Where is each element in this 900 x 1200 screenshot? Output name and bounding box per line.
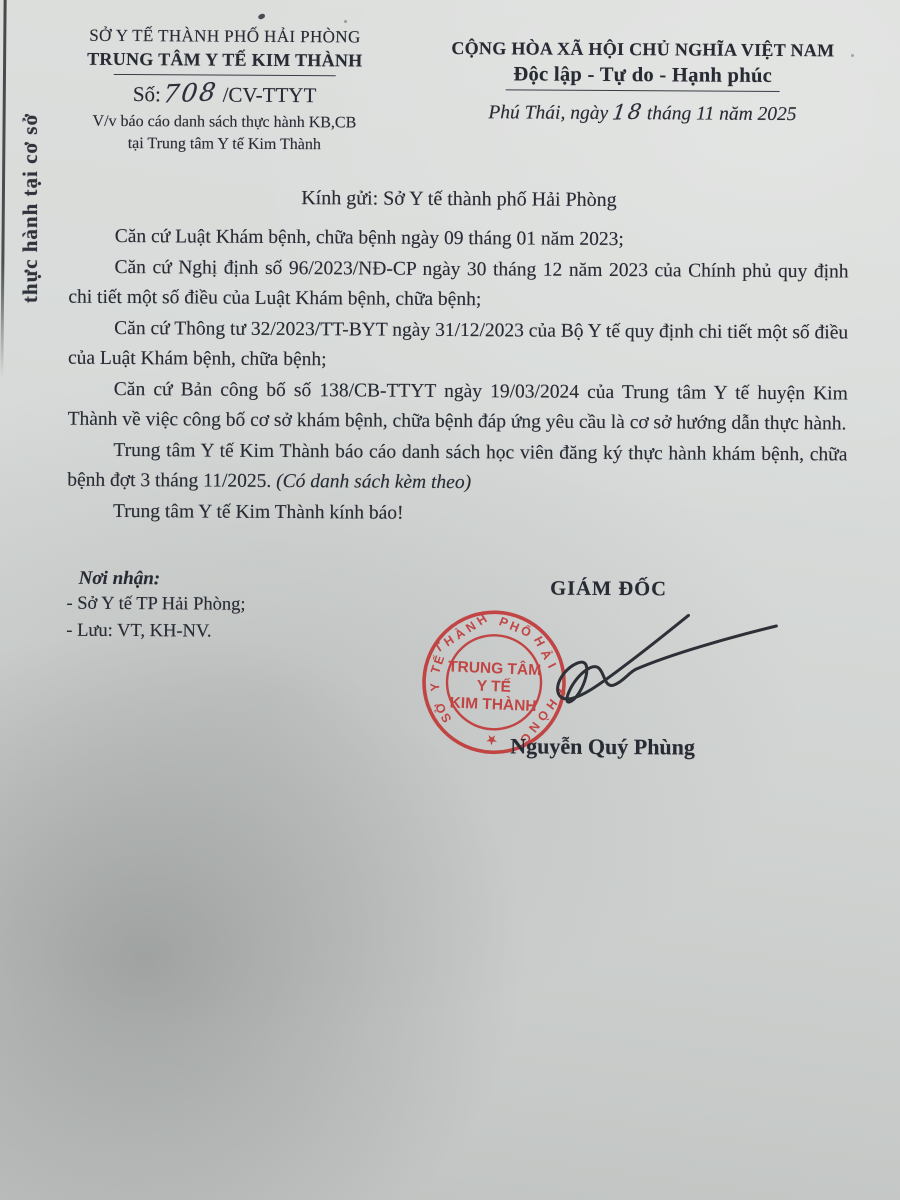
- stamp-center-line-1: TRUNG TÂM: [447, 658, 542, 680]
- paragraph-legal-basis-4: Căn cứ Bản công bố số 138/CB-TTYT ngày 19/03/2024 của Trung tâm Y tế huyện Kim Thành về việc công bố cơ sở khám bệnh, chữa bệnh đáp ứng yêu cầu là cơ sở hướng dẫn thực hành.: [67, 378, 848, 435]
- stamp-center-line-2: Y TẾ: [476, 677, 512, 696]
- recipients-title: Nơi nhận:: [78, 567, 161, 590]
- paragraph-closing: Trung tâm Y tế Kim Thành kính báo!: [113, 500, 404, 524]
- letter-body: [67, 222, 849, 532]
- signature: [518, 588, 799, 730]
- issuer-underline: [114, 74, 336, 76]
- issuer-organization: TRUNG TÂM Y TẾ KIM THÀNH: [87, 48, 363, 71]
- subject-line-2: tại Trung tâm Y tế Kim Thành: [127, 135, 321, 154]
- national-motto: Độc lập - Tự do - Hạnh phúc: [505, 61, 780, 92]
- place-date-line: [403, 99, 881, 127]
- salutation: Kính gửi: Sở Y tế thành phố Hải Phòng: [301, 187, 617, 212]
- place-date-suffix: tháng 11 năm 2025: [646, 103, 797, 126]
- paragraph-legal-basis-1: Căn cứ Luật Khám bệnh, chữa bệnh ngày 09 tháng 01 năm 2023;: [114, 225, 624, 251]
- ref-suffix: /CV-TTYT: [222, 82, 317, 108]
- paragraph-report-main: Trung tâm Y tế Kim Thành báo cáo danh sách học viên đăng ký thực hành khám bệnh, chữa bệnh đợt 3 tháng 11/2025.: [67, 439, 848, 492]
- signer-title: GIÁM ĐỐC: [550, 577, 668, 601]
- ref-number-handwritten: 708: [161, 77, 220, 109]
- signer-name: Nguyễn Quý Phùng: [510, 733, 696, 760]
- stamp-center-line-3: KIM THÀNH: [449, 694, 537, 716]
- stamp-ring-word: PHỐ: [497, 614, 536, 642]
- national-header-block: [403, 38, 882, 127]
- signature-stroke: [557, 615, 776, 704]
- stamp-ring-word: THÀNH: [431, 609, 493, 656]
- paragraph-report-note: (Có danh sách kèm theo): [276, 470, 472, 494]
- recipient-item: - Lưu: VT, KH-NV.: [66, 620, 212, 642]
- national-motto-wrap: [404, 59, 882, 93]
- date-day-handwritten: 18: [610, 99, 645, 125]
- stamp-ring-word: PHÒNG: [513, 685, 568, 751]
- stamp-ring-word: HẢI: [530, 634, 562, 676]
- paragraph-legal-basis-2: Căn cứ Nghị định số 96/2023/NĐ-CP ngày 30 tháng 12 năm 2023 của Chính phủ quy định chi tiết một số điều của Luật Khám bệnh, chữa bệnh;: [68, 256, 849, 311]
- recipients-block: [66, 568, 245, 644]
- document-number-line: [50, 78, 400, 109]
- stamp-ring-word: TẾ: [428, 652, 448, 676]
- subject-line-1: V/v báo cáo danh sách thực hành KB,CB: [92, 112, 357, 132]
- paragraph-legal-basis-3: Căn cứ Thông tư 32/2023/TT-BYT ngày 31/12/2023 của Bộ Y tế quy định chi tiết một số điều của Luật Khám bệnh, chữa bệnh;: [67, 317, 849, 371]
- national-title: CỘNG HÒA XÃ HỘI CHỦ NGHĨA VIỆT NAM: [451, 38, 835, 61]
- recipient-item: - Sở Y tế TP Hải Phòng;: [66, 593, 246, 615]
- issuer-block: [49, 26, 400, 156]
- ref-label: Số:: [132, 82, 161, 107]
- place-date-prefix: Phú Thái, ngày: [488, 102, 609, 124]
- stamp-star: ★: [485, 731, 499, 749]
- issuer-department: SỞ Y TẾ THÀNH PHỐ HẢI PHÒNG: [89, 25, 361, 47]
- stamp-ring-word: SỞ: [430, 697, 455, 725]
- paragraph-report: [67, 435, 847, 501]
- stamp-ring-word: Y: [427, 682, 443, 692]
- side-note-vertical-text: thực hành tại cơ sở: [18, 112, 42, 304]
